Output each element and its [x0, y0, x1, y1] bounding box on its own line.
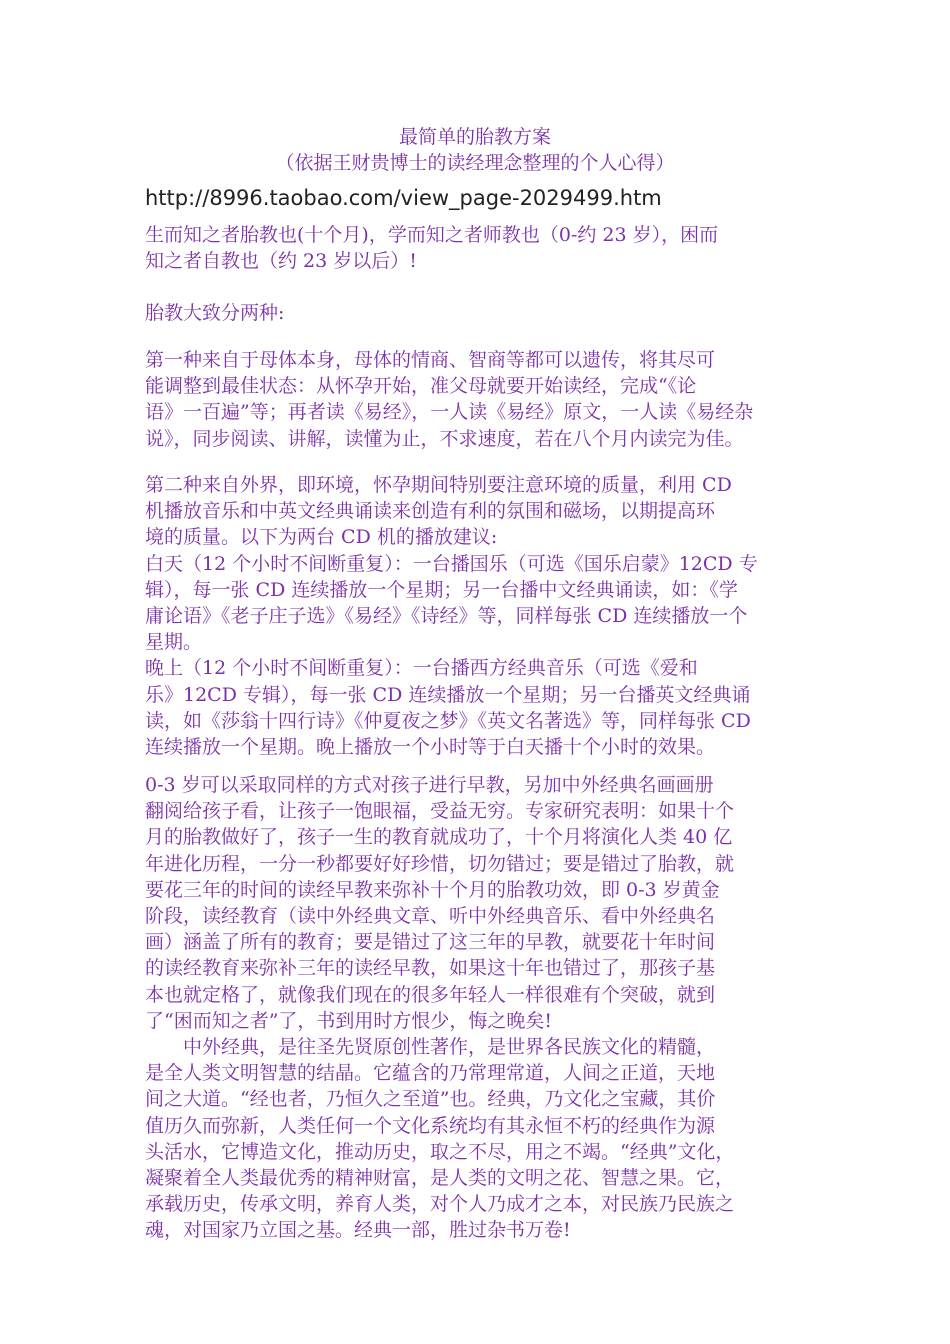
text-line: 本也就定格了，就像我们现在的很多年轻人一样很难有个突破，就到	[145, 983, 716, 1006]
paragraph-first-type	[145, 347, 813, 452]
text-line: 读，如《莎翁十四行诗》《仲夏夜之梦》《英文名著选》等，同样每张 CD	[145, 709, 751, 732]
text-line: 机播放音乐和中英文经典诵读来创造有利的氛围和磁场，以期提高环	[145, 500, 716, 523]
text-line: 年进化历程，一分一秒都要好好珍惜，切勿错过；要是错过了胎教，就	[145, 852, 735, 875]
text-line: 承载历史，传承文明，养育人类，对个人乃成才之本，对民族乃民族之	[145, 1193, 735, 1216]
text-line: 要花三年的时间的读经早教来弥补十个月的胎教功效，即 0-3 岁黄金	[145, 878, 720, 901]
text-line: 值历久而弥新，人类任何一个文化系统均有其永恒不朽的经典作为源	[145, 1114, 716, 1137]
text-line: 胎教大致分两种:	[145, 302, 285, 324]
paragraph-second-type	[145, 472, 813, 760]
document-title: 最简单的胎教方案	[398, 126, 551, 148]
text-line: 第二种来自外界，即环境，怀孕期间特别要注意环境的质量，利用 CD	[145, 474, 732, 496]
text-line: 语》一百遍”等；再者读《易经》，一人读《易经》原文，一人读《易经杂	[145, 401, 754, 424]
text-line: 第一种来自于母体本身，母体的情商、智商等都可以遗传，将其尽可	[145, 349, 716, 371]
text-line: 画）涵盖了所有的教育；要是错过了这三年的早教，就要花十年时间	[145, 931, 716, 954]
text-line: 晚上（12 个小时不间断重复）：一台播西方经典音乐（可选《爱和	[145, 657, 698, 680]
text-line: 的读经教育来弥补三年的读经早教，如果这十年也错过了，那孩子基	[145, 957, 716, 980]
text-line: 月的胎教做好了，孩子一生的教育就成功了，十个月将演化人类 40 亿	[145, 826, 733, 849]
text-line: 间之大道。“经也者，乃恒久之至道”也。经典，乃文化之宝藏，其价	[145, 1088, 716, 1111]
text-line: 了“困而知之者”了，书到用时方恨少，悔之晚矣!	[145, 1009, 553, 1032]
text-line: 庸论语》《老子庄子选》《易经》《诗经》等，同样每张 CD 连续播放一个	[145, 605, 748, 628]
paragraph-heading	[145, 300, 813, 326]
paragraph-intro	[145, 222, 813, 274]
source-url[interactable]: http://8996.taobao.com/view_page-2029499.htm	[145, 186, 662, 210]
paragraph-early-education	[145, 772, 813, 1034]
text-line: 翻阅给孩子看，让孩子一饱眼福，受益无穷。专家研究表明：如果十个	[145, 800, 735, 823]
text-line: 阶段，读经教育（读中外经典文章、听中外经典音乐、看中外经典名	[145, 905, 716, 928]
text-line: 是全人类文明智慧的结晶。它蕴含的乃常理常道，人间之正道，天地	[145, 1062, 716, 1085]
document-subtitle: （依据王财贵博士的读经理念整理的个人心得）	[275, 152, 675, 174]
text-line: 知之者自教也（约 23 岁以后）!	[145, 250, 417, 273]
text-line: 白天（12 个小时不间断重复）：一台播国乐（可选《国乐启蒙》12CD 专	[145, 552, 758, 575]
text-line: 生而知之者胎教也(十个月)，学而知之者师教也（0-约 23 岁），困而	[145, 224, 719, 246]
text-line: 辑），每一张 CD 连续播放一个星期；另一台播中文经典诵读，如：《学	[145, 578, 738, 601]
text-line: 连续播放一个星期。晚上播放一个小时等于白天播十个小时的效果。	[145, 736, 716, 759]
paragraph-classics	[145, 1034, 813, 1244]
text-line: 能调整到最佳状态：从怀孕开始，准父母就要开始读经，完成“《论	[145, 375, 697, 398]
text-line: 说》，同步阅读、讲解，读懂为止，不求速度，若在八个月内读完为佳。	[145, 427, 744, 450]
text-line: 乐》12CD 专辑），每一张 CD 连续播放一个星期；另一台播英文经典诵	[145, 683, 751, 706]
text-line: 头活水，它博造文化，推动历史，取之不尽，用之不竭。“经典”文化，	[145, 1140, 735, 1163]
text-line: 中外经典，是往圣先贤原创性著作，是世界各民族文化的精髓，	[183, 1036, 716, 1058]
text-line: 0-3 岁可以采取同样的方式对孩子进行早教，另加中外经典名画画册	[145, 774, 714, 796]
text-line: 凝聚着全人类最优秀的精神财富，是人类的文明之花、智慧之果。它，	[145, 1167, 735, 1190]
text-line: 星期。	[145, 631, 203, 654]
text-line: 魂，对国家乃立国之基。经典一部，胜过杂书万卷!	[145, 1219, 571, 1242]
text-line: 境的质量。以下为两台 CD 机的播放建议:	[145, 526, 498, 549]
